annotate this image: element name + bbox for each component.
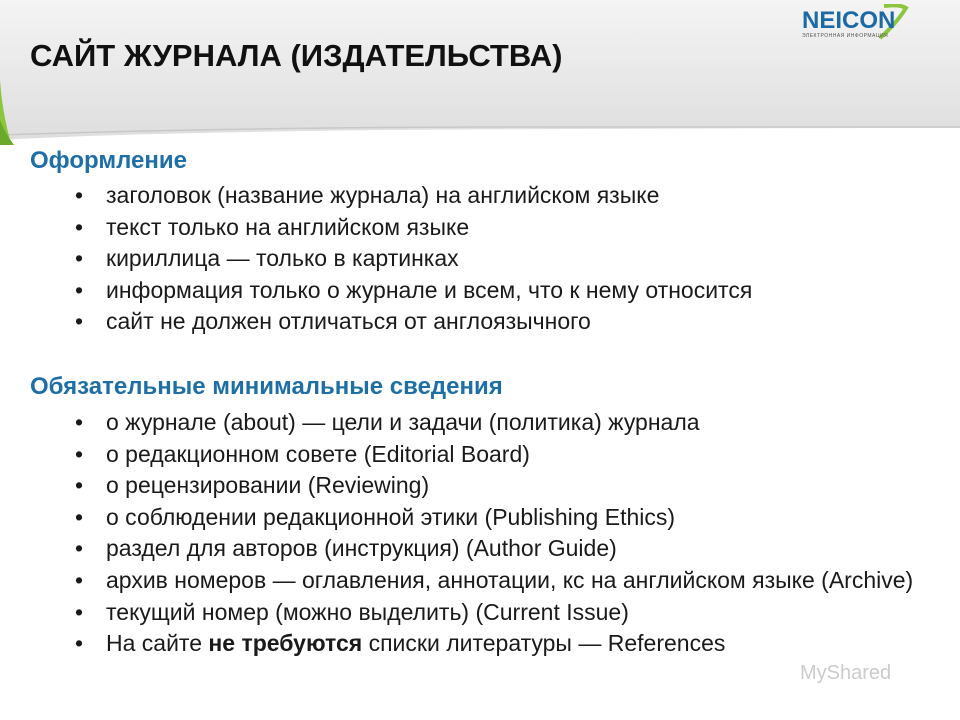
- bullet-icon: •: [75, 308, 84, 334]
- bullet-icon: •: [75, 535, 84, 561]
- bullet-icon: •: [75, 630, 84, 656]
- list-item: • кириллица — только в картинках: [75, 243, 752, 275]
- neicon-logo: [800, 4, 910, 48]
- list-item: • текущий номер (можно выделить) (Current Issue): [75, 597, 936, 629]
- bullet-list-required-info: [75, 407, 936, 660]
- list-item: • о рецензировании (Reviewing): [75, 470, 936, 502]
- slide-title: САЙТ ЖУРНАЛА (ИЗДАТЕЛЬСТВА): [30, 38, 563, 73]
- bullet-list-design: [75, 180, 752, 338]
- section-heading-required-info: Обязательные минимальные сведения: [30, 373, 503, 400]
- bullet-icon: •: [75, 276, 84, 303]
- list-item: • о журнале (about) — цели и задачи (политика) журнала: [75, 407, 936, 439]
- section-heading-design: Оформление: [30, 147, 187, 174]
- bullet-icon: •: [75, 440, 84, 467]
- list-item: • о редакционном совете (Editorial Board): [75, 439, 936, 471]
- list-item: • раздел для авторов (инструкция) (Author Guide): [75, 533, 936, 565]
- list-item: • текст только на английском языке: [75, 212, 752, 244]
- bullet-icon: •: [75, 182, 84, 208]
- list-item: • заголовок (название журнала) на английском языке: [75, 180, 752, 212]
- list-item: • информация только о журнале и всем, что к нему относится: [75, 275, 752, 307]
- bullet-icon: •: [75, 566, 84, 593]
- emphasis-not-required: не требуются: [208, 630, 363, 656]
- watermark: MyShared: [800, 662, 892, 684]
- list-item-references: • На сайте не требуются списки литературы — References: [75, 628, 936, 660]
- bullet-icon: •: [75, 213, 84, 240]
- logo-subtitle: ЭЛЕКТРОННАЯ ИНФОРМАЦИЯ: [802, 33, 889, 39]
- list-item: • о соблюдении редакционной этики (Publishing Ethics): [75, 502, 936, 534]
- logo-text: NEICON: [802, 7, 896, 34]
- bullet-icon: •: [75, 245, 84, 271]
- list-item: • архив номеров — оглавления, аннотации, кс на английском языке (Archive): [75, 566, 914, 593]
- list-item: • сайт не должен отличаться от англоязычного: [75, 306, 752, 338]
- bullet-icon: •: [75, 409, 84, 435]
- bullet-icon: •: [75, 472, 84, 498]
- bullet-icon: •: [75, 598, 84, 625]
- bullet-icon: •: [75, 503, 84, 530]
